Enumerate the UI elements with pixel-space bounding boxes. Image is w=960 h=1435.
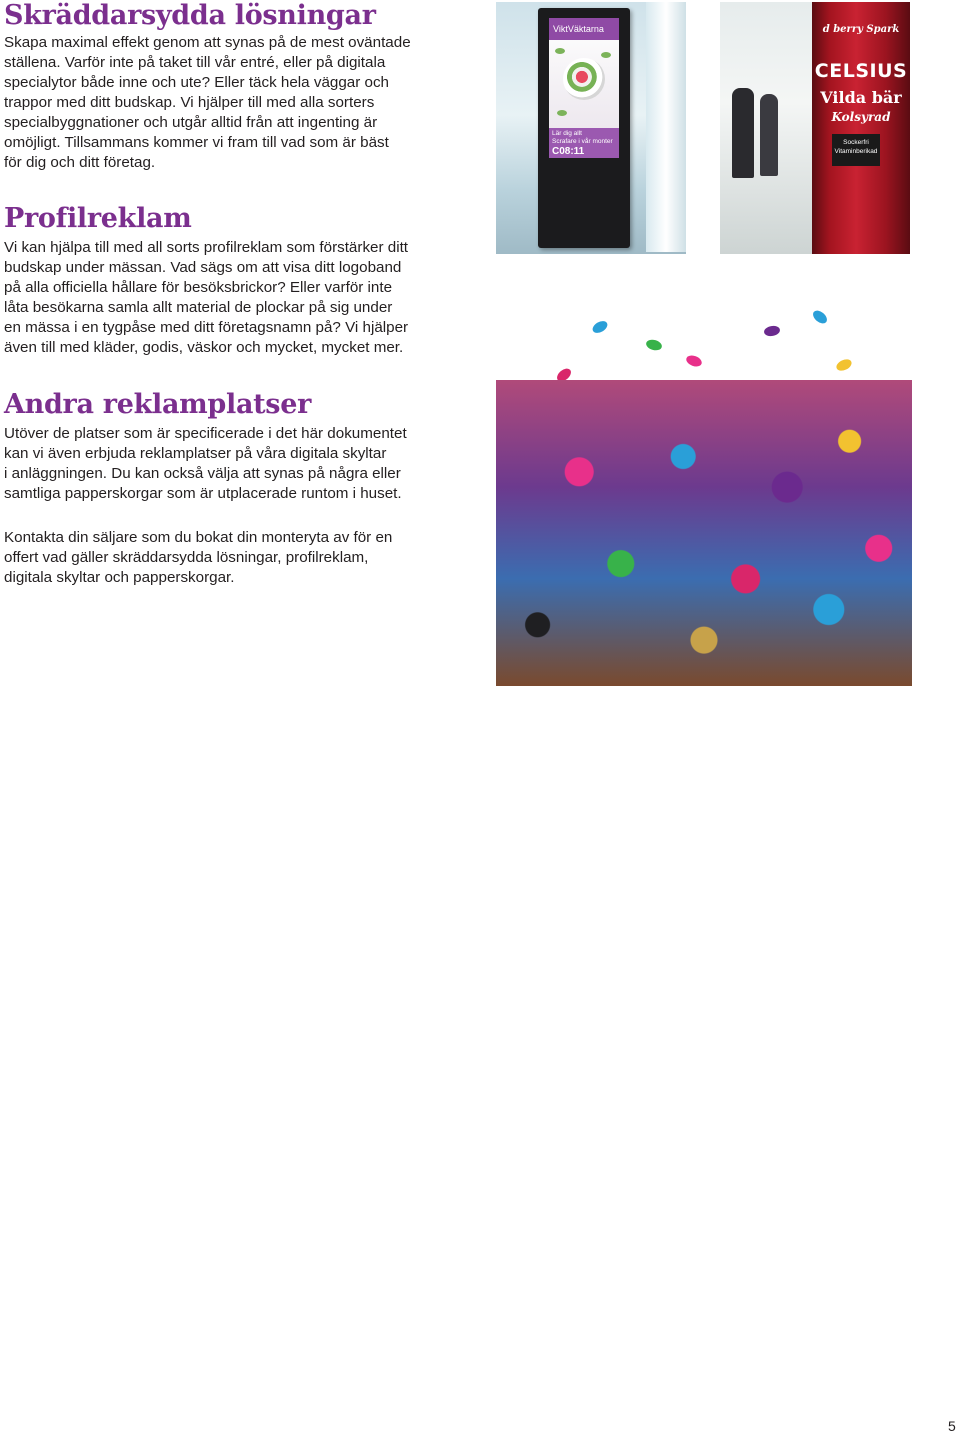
kiosk-caption-line: Scrafare i vår monter: [552, 138, 613, 145]
heading-other-ad-spaces: Andra reklamplatser: [4, 389, 312, 420]
digital-kiosk-photo: [496, 2, 686, 254]
heading-profile-advertising: Profilreklam: [4, 203, 192, 234]
kiosk-caption-line: Lär dig allt: [552, 130, 582, 137]
other-ad-spaces-text: [4, 424, 474, 504]
candy-pile-photo: [496, 300, 912, 686]
person-silhouette: [760, 94, 778, 176]
kiosk-frame: [538, 8, 630, 248]
person-silhouette: [732, 88, 754, 178]
flying-candy: [591, 319, 610, 336]
can-pillar-photo: [720, 2, 910, 254]
profile-line: en mässa i en tygpåse med ditt företagsnamn på? Vi hjälper: [4, 319, 409, 336]
can-top-text: d berry Spark: [822, 24, 900, 35]
profile-advertising-text: [4, 238, 474, 358]
page-number: 5: [948, 1418, 956, 1434]
can-brand: CELSIUS: [814, 60, 908, 82]
can-label: [832, 134, 880, 166]
contact-text: [4, 528, 474, 588]
candy-pile: [496, 380, 912, 686]
custom-line: specialytor både inne och ute? Eller täck hela väggar och: [4, 74, 389, 91]
custom-solutions-text: [4, 33, 474, 173]
other-line: i anläggningen. Du kan också välja att synas på några eller: [4, 465, 401, 482]
profile-line: även till med kläder, godis, väskor och mycket, mycket mer.: [4, 339, 404, 356]
custom-line: omöjligt. Tillsammans kommer vi fram till vad som är bäst: [4, 134, 389, 151]
contact-line: Kontakta din säljare som du bokat din monteryta av för en: [4, 529, 393, 546]
kiosk-window: [646, 2, 686, 252]
can-flavor: Vilda bär: [820, 88, 902, 107]
contact-line: digitala skyltar och papperskorgar.: [4, 569, 235, 586]
custom-line: för dig och ditt företag.: [4, 154, 156, 171]
salad-bowl-image: [563, 58, 605, 100]
custom-line: Skapa maximal effekt genom att synas på de mest oväntade: [4, 34, 411, 51]
profile-line: låta besökarna samla allt material de plockar på sig under: [4, 299, 393, 316]
can-label-line: Vitaminberikad: [834, 148, 878, 155]
leaf-decoration: [555, 48, 565, 54]
other-line: Utöver de platser som är specificerade i det här dokumentet: [4, 425, 407, 442]
kiosk-booth-number: C08:11: [552, 146, 585, 157]
contact-line: offert vad gäller skräddarsydda lösningar, profilreklam,: [4, 549, 369, 566]
kiosk-brand: ViktVäktarna: [549, 18, 619, 40]
flying-candy: [645, 338, 663, 352]
can-type: Kolsyrad: [831, 110, 891, 124]
custom-line: trappor med ditt budskap. Vi hjälper till med alla sorters: [4, 94, 375, 111]
leaf-decoration: [601, 52, 611, 58]
leaf-decoration: [557, 110, 567, 116]
flying-candy: [763, 325, 780, 338]
can-label-line: Sockerfri: [843, 139, 869, 146]
custom-line: specialbyggnationer och utgår alltid från att ingenting är: [4, 114, 378, 131]
custom-line: ställena. Varför inte på taket till vår entré, eller på digitala: [4, 54, 386, 71]
flying-candy: [811, 308, 830, 326]
flying-candy: [835, 357, 854, 373]
profile-line: Vi kan hjälpa till med all sorts profilreklam som förstärker ditt: [4, 239, 409, 256]
profile-line: budskap under mässan. Vad sägs om att visa ditt logoband: [4, 259, 402, 276]
profile-line: på alla officiella hållare för besöksbrickor? Eller varför inte: [4, 279, 393, 296]
kiosk-caption: [549, 128, 619, 158]
kiosk-screen: [549, 18, 619, 158]
flying-candy: [685, 354, 703, 369]
heading-custom-solutions: Skräddarsydda lösningar: [4, 0, 376, 31]
other-line: samtliga papperskorgar som är utplacerade runtom i huset.: [4, 485, 402, 502]
can-pillar: [812, 2, 910, 254]
other-line: kan vi även erbjuda reklamplatser på våra digitala skyltar: [4, 445, 387, 462]
